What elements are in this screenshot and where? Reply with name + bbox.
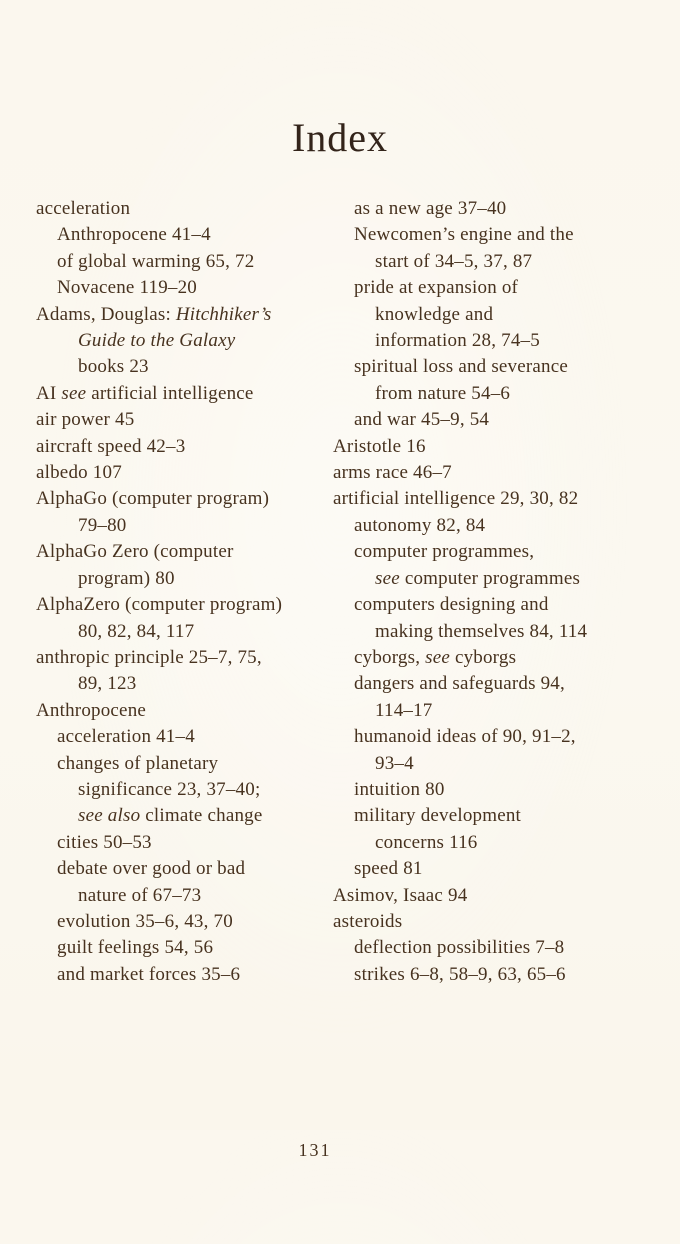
index-entry-line — [36, 856, 333, 882]
index-entry-text: spiritual loss and severance — [354, 356, 569, 378]
index-entry-line — [333, 328, 662, 354]
index-entry-text: books 23 — [78, 356, 149, 378]
index-column-right — [333, 196, 662, 988]
index-entry-text: knowledge and — [375, 303, 494, 325]
index-entry-line — [333, 777, 662, 803]
index-entry-text: asteroids — [333, 910, 403, 932]
index-entry-line — [36, 935, 333, 961]
index-entry-text: pride at expansion of — [354, 277, 519, 299]
index-entry-text: computer programmes — [399, 567, 581, 589]
index-entry-text: 89, 123 — [78, 673, 137, 695]
index-entry-line — [36, 222, 333, 248]
index-entry-line — [36, 460, 333, 486]
index-entry-line — [333, 619, 662, 645]
index-entry-line — [36, 803, 333, 829]
index-entry-line — [333, 566, 662, 592]
index-entry-line — [36, 539, 333, 565]
index-entry-line — [333, 803, 662, 829]
index-entry-line — [333, 671, 662, 697]
index-entry-line — [36, 909, 333, 935]
index-entry-line — [333, 302, 662, 328]
index-entry-text: climate change — [140, 805, 263, 827]
index-entry-line — [333, 645, 662, 671]
index-entry-line — [333, 909, 662, 935]
index-entry-text: 114–17 — [375, 699, 433, 721]
index-entry-line — [333, 935, 662, 961]
index-entry-text: Newcomen’s engine and the — [354, 224, 574, 246]
index-entry-text: humanoid ideas of 90, 91–2, — [354, 726, 576, 748]
index-entry-text: start of 34–5, 37, 87 — [375, 250, 533, 272]
index-entry-line — [36, 275, 333, 301]
index-entry-line — [333, 486, 662, 512]
index-entry-line — [333, 407, 662, 433]
index-entry-text: arms race 46–7 — [333, 462, 452, 484]
index-entry-text: as a new age 37–40 — [354, 198, 507, 219]
index-entry-line — [36, 354, 333, 380]
index-entry-text: Anthropocene 41–4 — [57, 224, 211, 246]
index-entry-text: changes of planetary — [57, 752, 219, 774]
index-entry-text: Anthropocene — [36, 699, 147, 721]
index-entry-line — [333, 354, 662, 380]
index-entry-text: of global warming 65, 72 — [57, 250, 255, 272]
index-entry-line — [333, 196, 662, 222]
index-entry-line — [36, 830, 333, 856]
index-entry-text: 79–80 — [78, 514, 127, 536]
index-entry-text: Aristotle 16 — [333, 435, 426, 457]
index-entry-text: anthropic principle 25–7, 75, — [36, 646, 262, 668]
index-entry-line — [36, 407, 333, 433]
index-entry-text: and war 45–9, 54 — [354, 409, 490, 431]
index-entry-line — [36, 486, 333, 512]
index-entry-line — [36, 777, 333, 803]
index-entry-line — [36, 645, 333, 671]
index-entry-text: cyborgs, — [354, 646, 426, 668]
index-entry-text: strikes 6–8, 58–9, 63, 65–6 — [354, 963, 566, 985]
index-entry-line — [36, 619, 333, 645]
index-entry-line — [36, 381, 333, 407]
index-entry-line — [333, 724, 662, 750]
index-entry-line — [36, 592, 333, 618]
index-entry-text-italic: see — [425, 646, 450, 668]
index-entry-line — [333, 513, 662, 539]
index-entry-line — [333, 275, 662, 301]
index-entry-text-italic: see — [375, 567, 400, 589]
book-page — [0, 114, 680, 1244]
index-entry-line — [36, 434, 333, 460]
index-entry-line — [36, 513, 333, 539]
index-entry-text: Asimov, Isaac 94 — [333, 884, 468, 906]
index-entry-text: debate over good or bad — [57, 858, 246, 880]
index-entry-line — [36, 566, 333, 592]
index-entry-line — [333, 592, 662, 618]
index-entry-text: making themselves 84, 114 — [375, 620, 588, 642]
index-entry-line — [333, 962, 662, 988]
index-entry-text: military development — [354, 805, 522, 827]
index-entry-line — [36, 302, 333, 328]
index-entry-line — [36, 249, 333, 275]
index-entry-text: 93–4 — [375, 752, 414, 774]
index-entry-line — [333, 222, 662, 248]
index-entry-text: significance 23, 37–40; — [78, 778, 261, 800]
index-entry-line — [333, 856, 662, 882]
index-entry-text: concerns 116 — [375, 831, 478, 853]
index-entry-text: acceleration 41–4 — [57, 726, 195, 748]
index-entry-line — [36, 328, 333, 354]
index-entry-line — [333, 830, 662, 856]
index-entry-text: evolution 35–6, 43, 70 — [57, 910, 233, 932]
index-entry-line — [36, 196, 333, 222]
index-entry-text: cyborgs — [450, 646, 517, 668]
index-entry-line — [333, 539, 662, 565]
index-entry-text: program) 80 — [78, 567, 175, 589]
index-entry-text-italic: Guide to the Galaxy — [78, 330, 236, 352]
index-entry-line — [333, 460, 662, 486]
index-entry-text: guilt feelings 54, 56 — [57, 937, 214, 959]
index-entry-text-italic: see also — [78, 805, 141, 827]
index-entry-text: autonomy 82, 84 — [354, 514, 486, 536]
index-entry-text: artificial intelligence 29, 30, 82 — [333, 488, 579, 510]
index-entry-text: AI — [36, 382, 62, 404]
index-entry-line — [36, 883, 333, 909]
index-entry-text: AlphaGo Zero (computer — [36, 541, 234, 563]
index-entry-text: computer programmes, — [354, 541, 535, 563]
index-entry-line — [333, 249, 662, 275]
index-entry-text: speed 81 — [354, 858, 423, 880]
index-entry-text: AlphaGo (computer program) — [36, 488, 270, 510]
index-entry-text: Adams, Douglas: — [36, 303, 176, 325]
index-entry-text: intuition 80 — [354, 778, 445, 800]
index-entry-text: information 28, 74–5 — [375, 330, 540, 352]
index-entry-line — [36, 698, 333, 724]
index-entry-text: 80, 82, 84, 117 — [78, 620, 195, 642]
index-entry-text: cities 50–53 — [57, 831, 152, 853]
index-entry-text: aircraft speed 42–3 — [36, 435, 186, 457]
index-entry-line — [333, 434, 662, 460]
index-entry-text: deflection possibilities 7–8 — [354, 937, 565, 959]
index-entry-line — [333, 698, 662, 724]
index-entry-line — [36, 751, 333, 777]
index-entry-text: and market forces 35–6 — [57, 963, 241, 985]
page-title: Index — [291, 115, 389, 160]
index-entry-line — [36, 724, 333, 750]
index-entry-line — [36, 962, 333, 988]
index-column-left — [36, 196, 333, 988]
index-entry-text: dangers and safeguards 94, — [354, 673, 565, 695]
index-entry-text: artificial intelligence — [86, 382, 254, 404]
index-entry-text: acceleration — [36, 198, 131, 219]
index-entry-text: computers designing and — [354, 594, 549, 616]
index-entry-text: nature of 67–73 — [78, 884, 202, 906]
index-entry-text: Novacene 119–20 — [57, 277, 197, 299]
page-number: 131 — [298, 1140, 332, 1160]
index-entry-line — [333, 381, 662, 407]
index-entry-line — [36, 671, 333, 697]
index-entry-text-italic: Hitchhiker’s — [175, 303, 272, 325]
index-columns — [0, 196, 680, 988]
index-entry-text: albedo 107 — [36, 462, 122, 484]
index-entry-text-italic: see — [61, 382, 87, 404]
index-entry-line — [333, 883, 662, 909]
index-entry-text: air power 45 — [36, 409, 135, 431]
index-entry-text: AlphaZero (computer program) — [36, 594, 283, 616]
index-entry-text: from nature 54–6 — [375, 382, 511, 404]
index-entry-line — [333, 751, 662, 777]
